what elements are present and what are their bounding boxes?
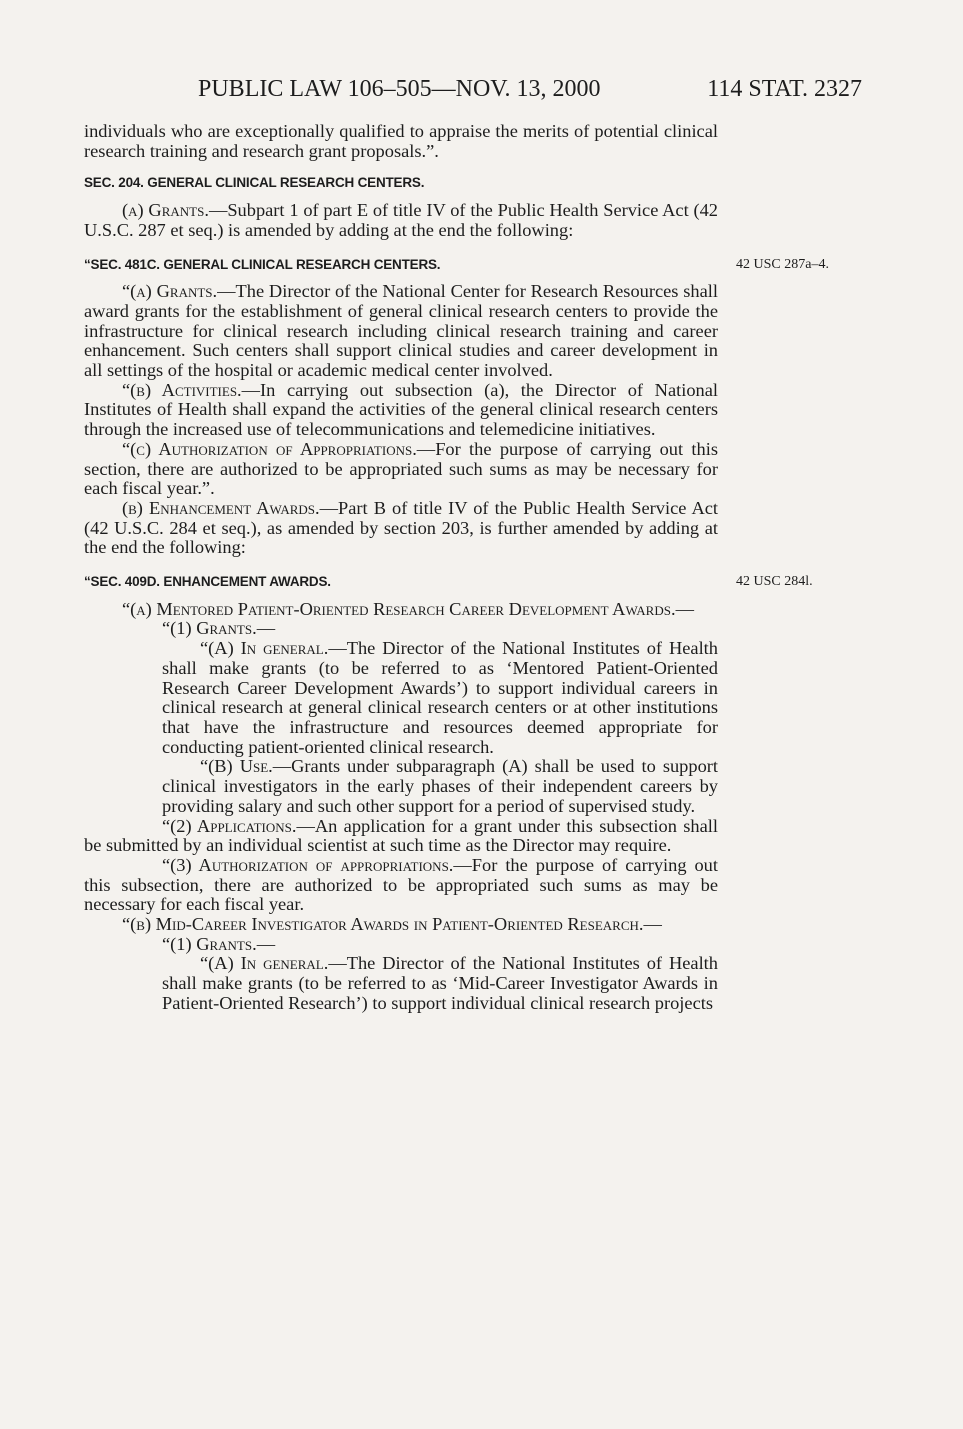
section-heading-204	[84, 173, 718, 193]
subsection-heading: “(b) Activities.	[122, 379, 242, 400]
margin-citation-note: 42 USC 287a–4.	[736, 256, 829, 272]
subsection-text: —In carrying out subsection (a), the Director of National Institutes of Health shall expand the activities of the general clinical research centers through the increased use of telecommunications and telemedicine initiatives.	[84, 379, 718, 440]
subsection-text: —Part B of title IV of the Public Health Service Act (42 U.S.C. 284 et seq.), as amended by section 203, is further amended by adding at the end the following:	[84, 497, 718, 558]
paragraph-409d-a-1-A	[84, 639, 718, 757]
paragraph-409d-b-heading: “(b) Mid-Career Investigator Awards in Patient-Oriented Research.—	[122, 914, 662, 935]
paragraph-409d-b-1-A	[84, 954, 718, 1013]
paragraph-481c-c-authorization	[84, 440, 718, 499]
paragraph-subsection-b-enhancement	[84, 499, 718, 558]
paragraph-409d-a-3	[84, 856, 718, 915]
subsection-heading: “(c) Authorization of Appropriations.	[122, 438, 417, 459]
running-title: PUBLIC LAW 106–505—NOV. 13, 2000	[198, 76, 601, 102]
subsection-text: —The Director of the National Center for Research Resources shall award grants for the establishment of general clinical research centers to provide the infrastructure for clinical research including clinical research training and career enhancement. Such centers shall support clinical studies and career development in all settings of the hospital or academic medical center involved.	[84, 281, 718, 381]
paragraph-text: —An application for a grant under this subsection shall be submitted by an individual scientist at such time as the Director may require.	[84, 815, 718, 856]
section-heading-text: “SEC. 409D. ENHANCEMENT AWARDS.	[84, 574, 331, 590]
margin-citation-note: 42 USC 284l.	[736, 574, 813, 590]
subsection-heading: (b) Enhancement Awards.	[122, 497, 320, 518]
subparagraph-text: —Grants under subparagraph (A) shall be used to support clinical investigators in the early phases of their independent careers by providing salary and such other support for a period of supervised study.	[162, 756, 719, 816]
document-body	[84, 121, 829, 1014]
paragraph-409d-b-1-grants: “(1) Grants.—	[162, 933, 276, 954]
statute-page-number: 114 STAT. 2327	[707, 76, 862, 102]
page-header	[198, 76, 862, 106]
section-heading-409d	[84, 572, 813, 592]
paragraph-409d-a-heading: “(a) Mentored Patient-Oriented Research Career Development Awards.—	[122, 598, 694, 619]
paragraph-continuation: individuals who are exceptionally qualified to appraise the merits of potential clinical research training and research grant proposals.”.	[84, 121, 718, 161]
section-heading-text: SEC. 204. GENERAL CLINICAL RESEARCH CENTERS.	[84, 175, 425, 191]
paragraph-481c-b-activities	[84, 381, 718, 440]
paragraph-409d-a-1-B	[84, 757, 718, 816]
section-heading-481c	[84, 255, 829, 275]
subparagraph-text: —The Director of the National Institutes of Health shall make grants (to be referred to as ‘Mid-Career Investigator Awards in Patient-Oriented Research’) to support individual clinical research projects	[162, 953, 718, 1013]
paragraph-heading: “(3) Authorization of appropriations.	[162, 854, 454, 875]
subparagraph-heading: “(A) In general.	[200, 638, 329, 659]
paragraph-409d-a-2	[84, 817, 718, 856]
subsection-heading: “(a) Grants.	[122, 281, 218, 302]
subparagraph-heading: “(B) Use.	[200, 756, 273, 777]
subsection-text: —For the purpose of carrying out this section, there are authorized to be appropriated such sums as may be necessary for each fiscal year.”.	[84, 438, 718, 499]
paragraph-481c-a-grants	[84, 282, 718, 381]
subsection-text: —Subpart 1 of part E of title IV of the Public Health Service Act (42 U.S.C. 287 et seq.) is amended by adding at the end the following:	[84, 200, 719, 240]
subparagraph-heading: “(A) In general.	[200, 953, 329, 974]
paragraph-subsection-a-grants	[84, 201, 718, 240]
subsection-heading: (a) Grants.	[122, 200, 209, 221]
paragraph-text: —For the purpose of carrying out this subsection, there are authorized to be appropriated such sums as may be necessary for each fiscal year.	[84, 854, 718, 915]
paragraph-heading: “(2) Applications.	[162, 815, 297, 836]
section-heading-text: “SEC. 481C. GENERAL CLINICAL RESEARCH CENTERS.	[84, 256, 441, 272]
subparagraph-text: —The Director of the National Institutes of Health shall make grants (to be referred to as ‘Mentored Patient-Oriented Research Career Development Awards’) to support individual careers in clinical research at general clinical research centers or at other institutions that have the infrastructure and resources deemed appropriate for conducting patient-oriented clinical research.	[162, 638, 718, 757]
paragraph-409d-a-1-grants: “(1) Grants.—	[162, 618, 276, 639]
